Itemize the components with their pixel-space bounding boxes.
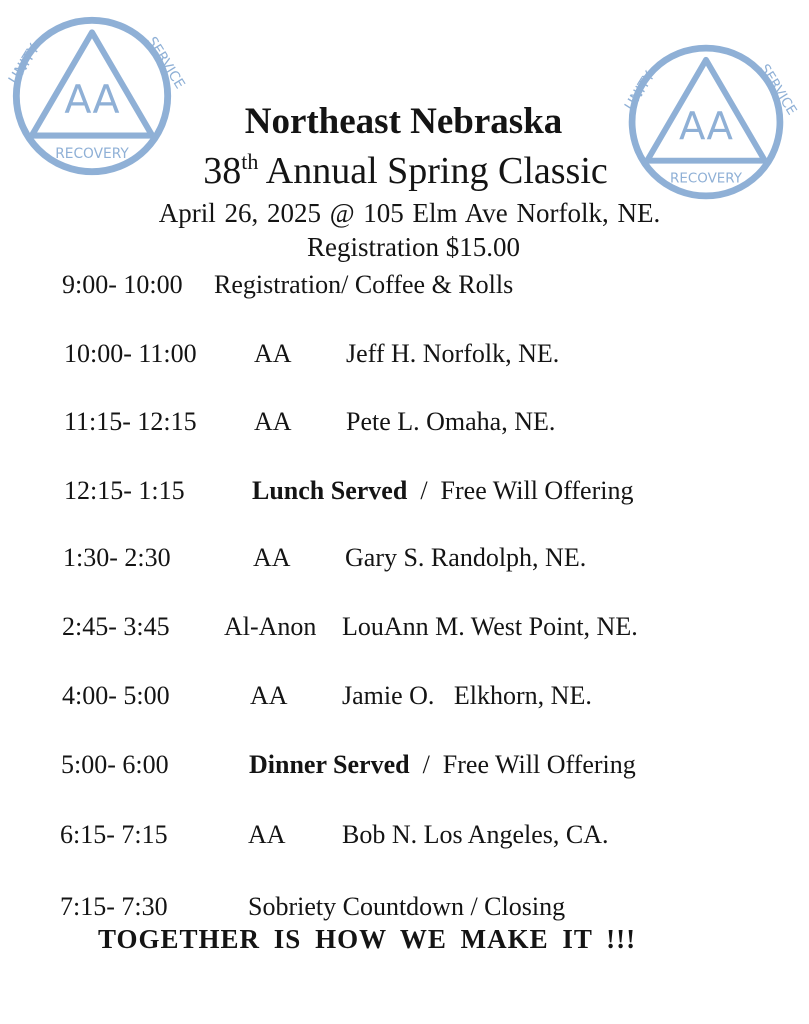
schedule-time: 5:00- 6:00: [61, 750, 169, 779]
schedule-meal: [252, 476, 633, 506]
schedule-time: 1:30- 2:30: [63, 543, 171, 572]
logo-word-service: SERVICE: [756, 61, 799, 118]
schedule-speaker: Pete L. Omaha, NE.: [346, 407, 556, 436]
logo-word-unity: UNITY: [5, 41, 44, 88]
schedule-time: 9:00- 10:00: [62, 270, 183, 299]
schedule-detail: Sobriety Countdown / Closing: [248, 892, 566, 921]
schedule-speaker: Bob N. Los Angeles, CA.: [342, 820, 609, 849]
schedule-meeting-type: AA: [254, 407, 292, 436]
title-ordinal-suffix: th: [241, 149, 259, 174]
schedule-time: 12:15- 1:15: [64, 476, 185, 505]
event-title-line-1: Northeast Nebraska: [244, 101, 563, 142]
schedule-meeting-type: AA: [254, 339, 292, 368]
schedule-time: 4:00- 5:00: [62, 681, 170, 710]
closing-slogan: TOGETHER IS HOW WE MAKE IT !!!: [98, 924, 637, 954]
title-line-2-rest: Annual Spring Classic: [258, 150, 608, 192]
logo-word-unity: UNITY: [622, 68, 659, 114]
logo-word-service: SERVICE: [143, 34, 188, 92]
schedule-time: 10:00- 11:00: [64, 339, 197, 368]
meal-label: Lunch Served: [252, 476, 408, 505]
logo-initials: AA: [679, 103, 733, 149]
schedule-time: 2:45- 3:45: [62, 612, 170, 641]
schedule-detail: Registration/ Coffee & Rolls: [214, 270, 514, 299]
schedule-meal: [249, 750, 636, 780]
schedule-time: 11:15- 12:15: [64, 407, 197, 436]
event-title-line-2: [0, 149, 801, 193]
logo-initials: AA: [64, 77, 120, 124]
schedule-speaker: [342, 681, 592, 711]
schedule-meeting-type: Al-Anon: [224, 612, 317, 641]
schedule-speaker: LouAnn M. West Point, NE.: [342, 612, 638, 641]
schedule-time: 7:15- 7:30: [60, 892, 168, 921]
schedule-meeting-type: AA: [253, 543, 291, 572]
registration-fee: Registration $15.00: [307, 232, 520, 262]
logo-word-recovery: RECOVERY: [670, 171, 742, 187]
schedule-time: 6:15- 7:15: [60, 820, 168, 849]
event-date-location: April 26, 2025 @ 105 Elm Ave Norfolk, NE.: [158, 198, 661, 228]
schedule-meeting-type: AA: [248, 820, 286, 849]
meal-offering: / Free Will Offering: [409, 750, 636, 779]
schedule-speaker: Gary S. Randolph, NE.: [345, 543, 587, 572]
meal-offering: / Free Will Offering: [407, 476, 634, 505]
title-ordinal-number: 38: [203, 150, 242, 192]
logo-word-recovery: RECOVERY: [55, 145, 129, 162]
schedule-meeting-type: AA: [250, 681, 288, 710]
meal-label: Dinner Served: [249, 750, 410, 779]
speaker-text: Jamie O. Elkhorn, NE.: [342, 681, 592, 710]
schedule-speaker: Jeff H. Norfolk, NE.: [346, 339, 560, 368]
